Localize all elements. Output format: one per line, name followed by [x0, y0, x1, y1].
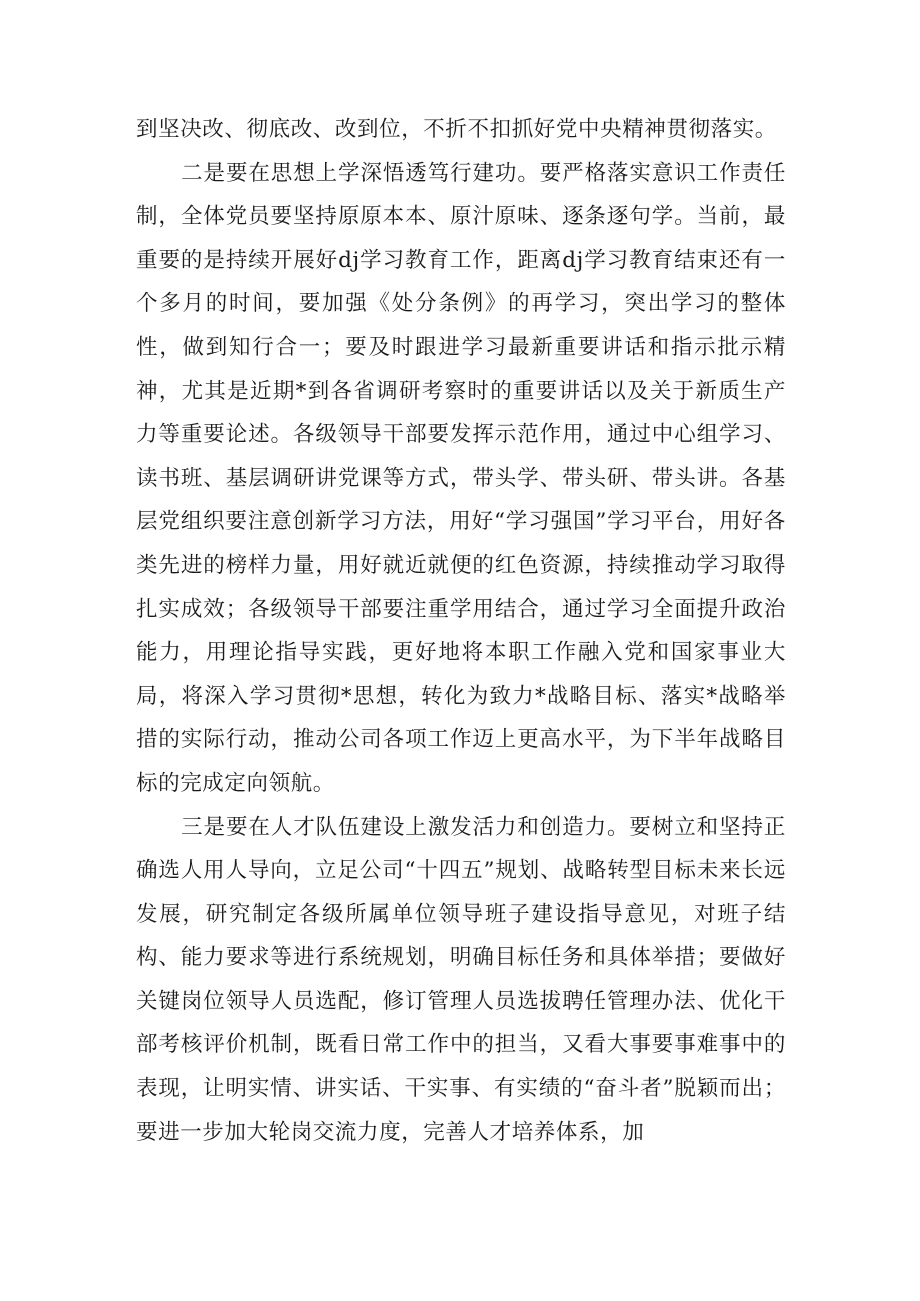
- paragraph-ideology-study: 二是要在思想上学深悟透笃行建功。要严格落实意识工作责任制，全体党员要坚持原原本本、原汁原味、逐条逐句学。当前，最重要的是持续开展好dj学习教育工作，距离dj学习教育结束还有一个多月的时间，要加强《处分条例》的再学习，突出学习的整体性，做到知行合一；要及时跟进学习最新重要讲话和指示批示精神，尤其是近期*到各省调研考察时的重要讲话以及关于新质生产力等重要论述。各级领导干部要发挥示范作用，通过中心组学习、读书班、基层调研讲党课等方式，带头学、带头研、带头讲。各基层党组织要注意创新学习方法，用好“学习强国”学习平台，用好各类先进的榜样力量，用好就近就便的红色资源，持续推动学习取得扎实成效；各级领导干部要注重学用结合，通过学习全面提升政治能力，用理论指导实践，更好地将本职工作融入党和国家事业大局，将深入学习贯彻*思想，转化为致力*战略目标、落实*战略举措的实际行动，推动公司各项工作迈上更高水平，为下半年战略目标的完成定向领航。: [136, 160, 786, 796]
- paragraph-continuation: 到坚决改、彻底改、改到位，不折不扣抓好党中央精神贯彻落实。: [136, 117, 777, 142]
- document-body: [136, 108, 786, 1154]
- paragraph-talent-building: 三是要在人才队伍建设上激发活力和创造力。要树立和坚持正确选人用人导向，立足公司“十四五”规划、战略转型目标未来长远发展，研究制定各级所属单位领导班子建设指导意见，对班子结构、能力要求等进行系统规划，明确目标任务和具体举措；要做好关键岗位领导人员选配，修订管理人员选拔聘任管理办法、优化干部考核评价机制，既看日常工作中的担当，又看大事要事难事中的表现，让明实情、讲实话、干实事、有实绩的“奋斗者”脱颖而出；要进一步加大轮岗交流力度，完善人才培养体系，加: [136, 814, 786, 1145]
